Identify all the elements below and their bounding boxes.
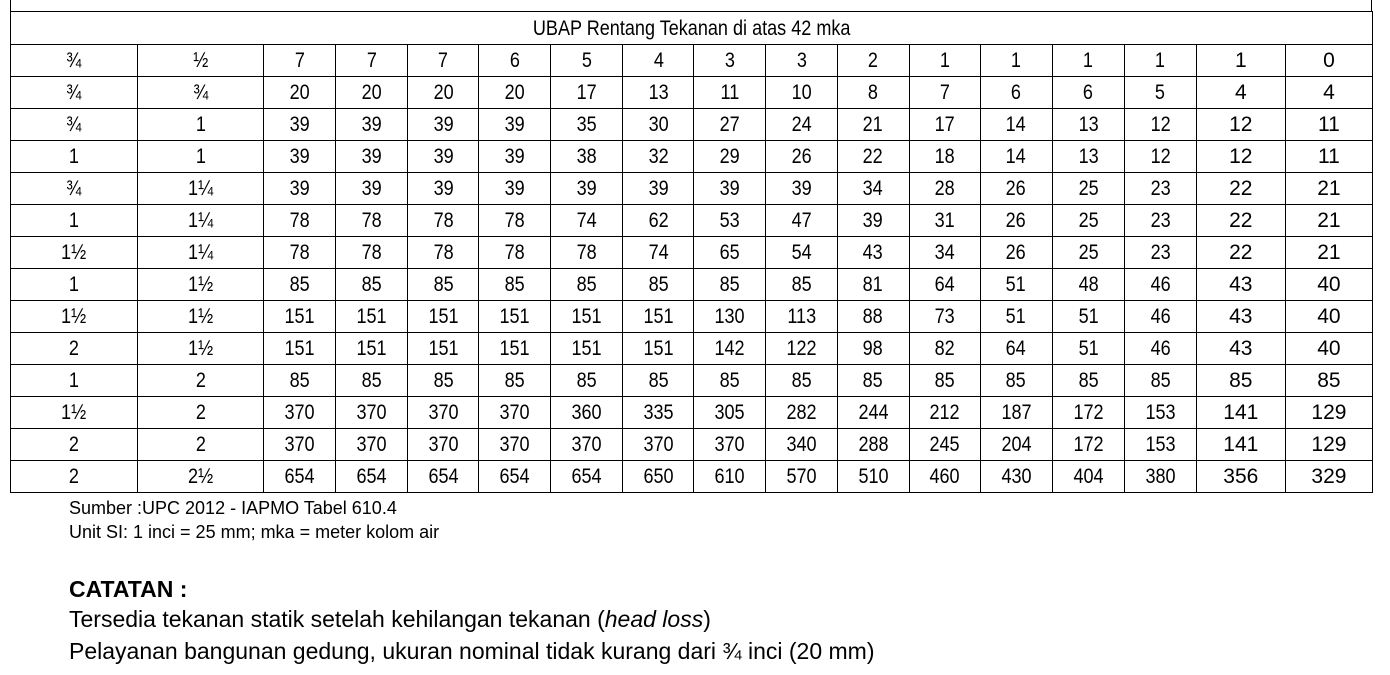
table-cell: 62: [623, 205, 694, 237]
table-cell: 34: [837, 173, 909, 205]
table-cell: 282: [766, 397, 837, 429]
table-cell: 39: [264, 109, 336, 141]
table-cell: 1½: [11, 301, 138, 333]
table-cell: 151: [264, 333, 336, 365]
table-cell: 85: [766, 269, 837, 301]
table-row: [11, 205, 1373, 237]
table-cell: 39: [336, 109, 408, 141]
table-cell: 11: [694, 77, 766, 109]
table-cell: 212: [909, 397, 980, 429]
table-cell: 187: [980, 397, 1052, 429]
table-cell: 7: [408, 45, 479, 77]
table-cell: 26: [980, 205, 1052, 237]
table-cell: 305: [694, 397, 766, 429]
table-cell: 38: [551, 141, 623, 173]
table-cell: 21: [837, 109, 909, 141]
table-cell: 356: [1196, 461, 1285, 493]
table-row: [11, 269, 1373, 301]
table-cell: 370: [336, 397, 408, 429]
table-cell: 7: [264, 45, 336, 77]
pressure-table: [10, 11, 1373, 493]
catatan-heading: CATATAN :: [69, 576, 188, 602]
table-cell: 1: [1196, 45, 1285, 77]
table-cell: 5: [1124, 77, 1196, 109]
table-cell: 151: [479, 333, 551, 365]
table-cell: 21: [1285, 205, 1372, 237]
table-cell: 28: [909, 173, 980, 205]
table-cell: 43: [1196, 333, 1285, 365]
table-cell: 18: [909, 141, 980, 173]
table-cell: 85: [408, 269, 479, 301]
table-cell: 142: [694, 333, 766, 365]
table-cell: 129: [1285, 397, 1372, 429]
table-cell: 82: [909, 333, 980, 365]
table-cell: 81: [837, 269, 909, 301]
table-cell: 78: [408, 205, 479, 237]
table-cell: 51: [1052, 333, 1124, 365]
table-cell: 129: [1285, 429, 1372, 461]
table-row: [11, 333, 1373, 365]
table-cell: 13: [1052, 109, 1124, 141]
table-cell: 3: [766, 45, 837, 77]
table-cell: 654: [264, 461, 336, 493]
table-cell: 85: [980, 365, 1052, 397]
table-cell: 654: [336, 461, 408, 493]
table-cell: 12: [1196, 141, 1285, 173]
table-cell: 404: [1052, 461, 1124, 493]
table-cell: 370: [408, 429, 479, 461]
table-cell: 78: [551, 237, 623, 269]
table-cell: 21: [1285, 173, 1372, 205]
table-cell: 22: [837, 141, 909, 173]
table-cell: 244: [837, 397, 909, 429]
units-note: Unit SI: 1 inci = 25 mm; mka = meter kolom air: [69, 522, 440, 542]
table-row: [11, 141, 1373, 173]
table-cell: 78: [408, 237, 479, 269]
catatan-line-2: Pelayanan bangunan gedung, ukuran nominal tidak kurang dari ¾ inci (20 mm): [69, 638, 875, 664]
table-cell: 46: [1124, 301, 1196, 333]
table-cell: 1: [980, 45, 1052, 77]
table-cell: 53: [694, 205, 766, 237]
table-cell: 32: [623, 141, 694, 173]
table-cell: 151: [336, 333, 408, 365]
table-cell: 78: [264, 237, 336, 269]
table-cell: 78: [479, 237, 551, 269]
table-cell: 151: [551, 301, 623, 333]
table-cell: 11: [1285, 109, 1372, 141]
table-row: [11, 429, 1373, 461]
table-cell: 39: [336, 173, 408, 205]
table-cell: 370: [408, 397, 479, 429]
table-cell: 141: [1196, 397, 1285, 429]
table-cell: 23: [1124, 173, 1196, 205]
table-cell: 40: [1285, 301, 1372, 333]
table-cell: 1: [1124, 45, 1196, 77]
table-cell: 1½: [138, 269, 264, 301]
table-cell: 370: [479, 429, 551, 461]
table-cell: 10: [766, 77, 837, 109]
table-cell: 570: [766, 461, 837, 493]
table-cell: 12: [1124, 141, 1196, 173]
table-cell: 6: [980, 77, 1052, 109]
table-cell: 35: [551, 109, 623, 141]
table-cell: 6: [1052, 77, 1124, 109]
table-cell: 2: [11, 461, 138, 493]
table-cell: 85: [479, 269, 551, 301]
table-row: [11, 365, 1373, 397]
table-cell: 1½: [138, 301, 264, 333]
table-cell: 153: [1124, 429, 1196, 461]
table-cell: ¾: [11, 77, 138, 109]
table-cell: 85: [1052, 365, 1124, 397]
table-cell: 20: [264, 77, 336, 109]
table-cell: 14: [980, 141, 1052, 173]
table-cell: 12: [1196, 109, 1285, 141]
table-cell: 7: [336, 45, 408, 77]
notes-section: [69, 496, 875, 664]
table-cell: 153: [1124, 397, 1196, 429]
table-cell: 460: [909, 461, 980, 493]
table-cell: 340: [766, 429, 837, 461]
table-cell: 13: [1052, 141, 1124, 173]
table-cell: 151: [408, 301, 479, 333]
table-cell: 85: [623, 365, 694, 397]
table-cell: 654: [479, 461, 551, 493]
table-cell: 654: [408, 461, 479, 493]
table-cell: 329: [1285, 461, 1372, 493]
table-row: [11, 45, 1373, 77]
table-cell: 85: [479, 365, 551, 397]
table-cell: 39: [766, 173, 837, 205]
table-cell: 46: [1124, 269, 1196, 301]
table-cell: 113: [766, 301, 837, 333]
table-cell: 39: [264, 141, 336, 173]
table-cell: 610: [694, 461, 766, 493]
table-cell: 85: [551, 269, 623, 301]
table-cell: 11: [1285, 141, 1372, 173]
table-cell: 151: [623, 333, 694, 365]
table-cell: 85: [694, 365, 766, 397]
table-cell: 370: [264, 397, 336, 429]
table-cell: 34: [909, 237, 980, 269]
table-cell: 5: [551, 45, 623, 77]
table-cell: 122: [766, 333, 837, 365]
table-cell: 25: [1052, 237, 1124, 269]
table-cell: 151: [336, 301, 408, 333]
table-cell: 39: [551, 173, 623, 205]
table-cell: 85: [837, 365, 909, 397]
table-cell: 29: [694, 141, 766, 173]
table-cell: 335: [623, 397, 694, 429]
table-cell: 30: [623, 109, 694, 141]
table-cell: ¾: [11, 109, 138, 141]
table-cell: ½: [138, 45, 264, 77]
table-cell: 39: [479, 109, 551, 141]
table-cell: 22: [1196, 205, 1285, 237]
table-cell: 54: [766, 237, 837, 269]
table-cell: 85: [408, 365, 479, 397]
table-cell: 510: [837, 461, 909, 493]
table-cell: 380: [1124, 461, 1196, 493]
table-cell: 85: [336, 365, 408, 397]
table-cell: 1: [909, 45, 980, 77]
table-cell: 151: [623, 301, 694, 333]
table-cell: 1½: [11, 397, 138, 429]
table-cell: 2: [11, 429, 138, 461]
table-row: [11, 77, 1373, 109]
table-cell: 43: [1196, 301, 1285, 333]
table-cell: 17: [909, 109, 980, 141]
table-cell: 2½: [138, 461, 264, 493]
table-cell: 1: [138, 141, 264, 173]
table-cell: 151: [408, 333, 479, 365]
table-cell: 25: [1052, 205, 1124, 237]
table-cell: 85: [264, 269, 336, 301]
table-cell: 25: [1052, 173, 1124, 205]
table-cell: 1¼: [138, 205, 264, 237]
table-cell: 39: [623, 173, 694, 205]
table-cell: 85: [336, 269, 408, 301]
table-cell: 14: [980, 109, 1052, 141]
table-cell: 2: [138, 429, 264, 461]
table-cell: 130: [694, 301, 766, 333]
table-row: [11, 461, 1373, 493]
table-cell: 74: [551, 205, 623, 237]
table-cell: 51: [980, 301, 1052, 333]
table-cell: 4: [623, 45, 694, 77]
table-cell: 39: [408, 173, 479, 205]
table-cell: 245: [909, 429, 980, 461]
table-cell: 39: [408, 109, 479, 141]
table-cell: 1½: [138, 333, 264, 365]
table-cell: 0: [1285, 45, 1372, 77]
table-cell: 74: [623, 237, 694, 269]
table-row: [11, 301, 1373, 333]
table-cell: 141: [1196, 429, 1285, 461]
table-cell: 85: [1285, 365, 1372, 397]
table-cell: 40: [1285, 333, 1372, 365]
table-cell: 1: [11, 365, 138, 397]
table-cell: 2: [138, 397, 264, 429]
table-title: UBAP Rentang Tekanan di atas 42 mka: [11, 12, 1373, 45]
table-cell: 39: [264, 173, 336, 205]
table-cell: 6: [479, 45, 551, 77]
table-cell: 172: [1052, 397, 1124, 429]
table-cell: 46: [1124, 333, 1196, 365]
table-cell: 22: [1196, 173, 1285, 205]
table-cell: 78: [479, 205, 551, 237]
table-cell: 360: [551, 397, 623, 429]
table-cell: 88: [837, 301, 909, 333]
table-cell: 78: [264, 205, 336, 237]
table-title-row: [11, 12, 1373, 45]
table-cell: 39: [408, 141, 479, 173]
table-cell: 85: [551, 365, 623, 397]
table-row: [11, 237, 1373, 269]
table-cell: 40: [1285, 269, 1372, 301]
table-cell: 1: [11, 205, 138, 237]
table-cell: 27: [694, 109, 766, 141]
table-row: [11, 397, 1373, 429]
table-cell: 39: [694, 173, 766, 205]
table-cell: 39: [479, 141, 551, 173]
table-cell: 39: [837, 205, 909, 237]
table-cell: 78: [336, 237, 408, 269]
table-cell: 13: [623, 77, 694, 109]
table-cell: 8: [837, 77, 909, 109]
table-cell: 23: [1124, 237, 1196, 269]
table-cell: 151: [551, 333, 623, 365]
table-cell: 370: [336, 429, 408, 461]
table-cell: 1: [11, 269, 138, 301]
source-note: Sumber :UPC 2012 - IAPMO Tabel 610.4: [69, 498, 397, 518]
table-cell: ¾: [138, 77, 264, 109]
table-cell: 39: [479, 173, 551, 205]
table-cell: 370: [264, 429, 336, 461]
table-cell: 20: [408, 77, 479, 109]
table-cell: ¾: [11, 173, 138, 205]
table-cell: 51: [1052, 301, 1124, 333]
table-cell: 172: [1052, 429, 1124, 461]
table-cell: 21: [1285, 237, 1372, 269]
table-cell: 370: [551, 429, 623, 461]
table-cell: 1¼: [138, 173, 264, 205]
table-cell: 85: [623, 269, 694, 301]
table-cell: 51: [980, 269, 1052, 301]
table-cell: 85: [909, 365, 980, 397]
table-cell: 4: [1285, 77, 1372, 109]
table-cell: 1: [138, 109, 264, 141]
table-cell: 26: [766, 141, 837, 173]
table-cell: 24: [766, 109, 837, 141]
table-cell: 204: [980, 429, 1052, 461]
table-cell: 17: [551, 77, 623, 109]
table-cell: 85: [1196, 365, 1285, 397]
table-cell: 430: [980, 461, 1052, 493]
table-cell: 43: [837, 237, 909, 269]
table-cell: 98: [837, 333, 909, 365]
table-cell: 85: [264, 365, 336, 397]
table-cell: 1: [11, 141, 138, 173]
table-cell: 64: [980, 333, 1052, 365]
table-cell: 78: [336, 205, 408, 237]
table-cell: 4: [1196, 77, 1285, 109]
table-cell: 2: [11, 333, 138, 365]
table-cell: 370: [623, 429, 694, 461]
table-cell: 48: [1052, 269, 1124, 301]
table-cell: 85: [694, 269, 766, 301]
table-cell: 20: [479, 77, 551, 109]
table-cell: 43: [1196, 269, 1285, 301]
table-cell: 650: [623, 461, 694, 493]
table-row: [11, 109, 1373, 141]
table-cell: 22: [1196, 237, 1285, 269]
table-cell: 39: [336, 141, 408, 173]
table-cell: 26: [980, 237, 1052, 269]
table-cell: 2: [138, 365, 264, 397]
table-cell: 151: [264, 301, 336, 333]
table-cell: 1½: [11, 237, 138, 269]
table-cell: 370: [694, 429, 766, 461]
table-cell: 85: [1124, 365, 1196, 397]
table-cell: 31: [909, 205, 980, 237]
table-cell: 288: [837, 429, 909, 461]
table-cell: 370: [479, 397, 551, 429]
table-cell: 1¼: [138, 237, 264, 269]
table-cell: 47: [766, 205, 837, 237]
table-cell: 85: [766, 365, 837, 397]
table-row: [11, 173, 1373, 205]
catatan-line-1: Tersedia tekanan statik setelah kehilangan tekanan (head loss): [69, 606, 711, 632]
table-cell: 654: [551, 461, 623, 493]
table-cell: 20: [336, 77, 408, 109]
table-cell: 3: [694, 45, 766, 77]
table-cell: 65: [694, 237, 766, 269]
table-cell: 73: [909, 301, 980, 333]
table-cell: ¾: [11, 45, 138, 77]
table-cell: 7: [909, 77, 980, 109]
table-cell: 64: [909, 269, 980, 301]
table-cell: 26: [980, 173, 1052, 205]
table-cell: 12: [1124, 109, 1196, 141]
table-cell: 1: [1052, 45, 1124, 77]
table-cell: 23: [1124, 205, 1196, 237]
table-cell: 151: [479, 301, 551, 333]
table-cell: 2: [837, 45, 909, 77]
